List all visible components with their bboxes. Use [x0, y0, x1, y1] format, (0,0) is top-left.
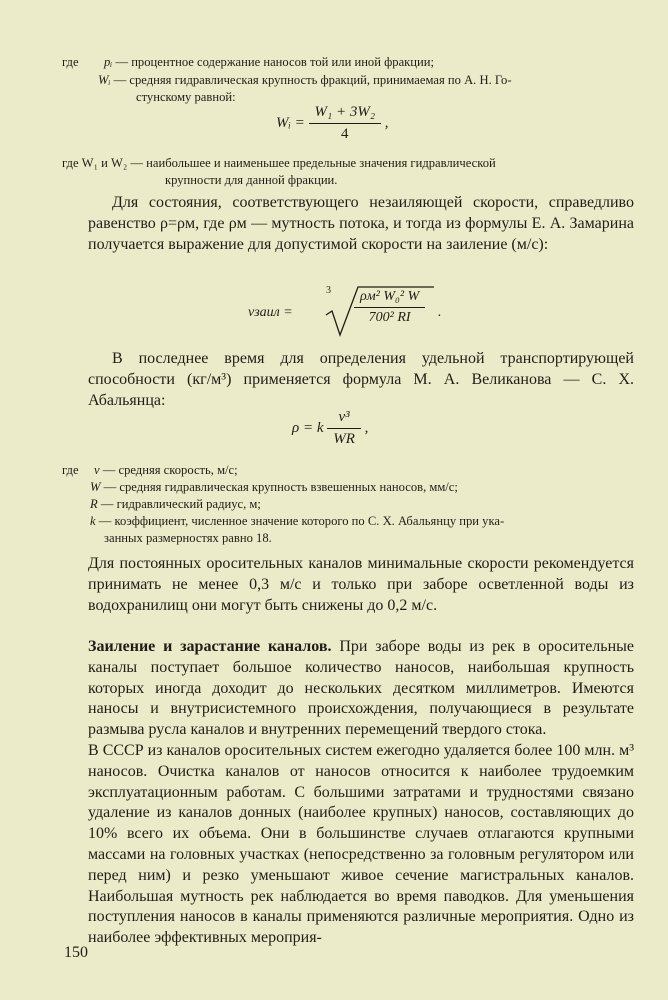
sym-v: v	[94, 463, 100, 477]
formula-wi-tail: ,	[384, 114, 389, 131]
def-k-text-cont: занных размерностях равно 18.	[104, 531, 272, 545]
paragraph-siltation	[88, 637, 634, 741]
sym-W: W	[90, 480, 101, 494]
formula-wi-numerator: W₁ + 3W₂	[309, 104, 382, 124]
def-R-text: — гидравлический радиус, м;	[100, 497, 261, 511]
where-label-1: где	[62, 55, 79, 69]
def-W-text: — средняя гидравлическая крупность взвешенных наносов, мм/с;	[103, 480, 458, 494]
def-w-text: — средняя гидравлическая крупность фракций, принимаемая по А. Н. Го-	[113, 73, 512, 87]
def-w	[98, 72, 644, 89]
def-R	[90, 496, 261, 513]
formula-rho-lhs: ρ = k	[292, 419, 324, 436]
formula-vzail	[248, 283, 448, 343]
paragraph-ussr: В СССР из каналов оросительных систем ежегодно удаляется более 100 млн. м³ наносов. Очистка каналов от наносов относится к наиболее трудоемким эксплуатационным работам. С большими затратами и трудностями связано удаление из каналов донных (наиболее крупных) наносов, составляющих до 10% всего их объема. Они в большинстве случаев отлагаются крупными массами на головных участках (непосредственно за головным регулятором или перед ним) и резко уменьшают живое сечение магистральных каналов. Наибольшая мутность рек наблюдается во время паводков. Для уменьшения поступления наносов в каналы применяются различные мероприятия. Одно из наиболее эффективных мероприя-	[88, 742, 634, 947]
formula-rho-numerator: v³	[327, 409, 361, 429]
formula-vzail-fraction	[354, 289, 425, 326]
formula-rho-fraction	[327, 409, 361, 448]
def-w-text-cont: стунскому равной:	[136, 90, 236, 104]
formula-vzail-lhs: vзаил =	[248, 305, 293, 320]
formula-vzail-numerator: ρм² W₀² W	[354, 289, 425, 308]
paragraph-min-speed: Для постоянных оросительных каналов минимальные скорости рекомендуется принимать не менее 0,3 м/с и только при заборе осветленной воды из водохранилищ они могут быть снижены до 0,2 м/с.	[88, 555, 634, 614]
formula-rho-denominator: WR	[333, 431, 355, 447]
formula-rho	[292, 409, 368, 448]
def-k-text: — коэффициент, численное значение которого по С. Х. Абальянцу при ука-	[98, 514, 505, 528]
root-index: 3	[326, 285, 331, 296]
section-heading-siltation: Заиление и зарастание каналов.	[88, 638, 332, 655]
sym-p: pᵢ	[104, 55, 113, 69]
def-p-text: — процентное содержание наносов той или иной фракции;	[115, 55, 434, 69]
def-v	[94, 462, 238, 479]
sym-k: k	[90, 514, 96, 528]
def-w1-w2: где W₁ и W₂ — наибольшее и наименьшее предельные значения гидравлической	[62, 156, 496, 170]
formula-wi-denominator: 4	[341, 126, 349, 142]
formula-wi-lhs: Wᵢ =	[276, 114, 305, 131]
paragraph-velikanov: В последнее время для определения удельной транспортирующей способности (кг/м³) применяется формула М. А. Великанова — С. Х. Абальянца:	[88, 350, 634, 409]
def-W	[90, 479, 640, 496]
paragraph-siltation-text: При заборе воды из рек в оросительные каналы поступает большое количество наносов, наибольшая крупность которых иногда доходит до нескольких десятком миллиметров. Имеются наносы и внутрисистемного происхождения, получающиеся в результате размыва русла каналов и внутренних перемещений твердого стока.	[88, 638, 635, 739]
sym-w: Wᵢ	[98, 73, 111, 87]
formula-rho-tail: ,	[364, 419, 369, 436]
def-v-text: — средняя скорость, м/с;	[102, 463, 238, 477]
sym-R: R	[90, 497, 98, 511]
formula-wi	[276, 104, 389, 143]
where-label-3: где	[62, 463, 79, 477]
page-number: 150	[64, 944, 88, 961]
def-w1-w2-cont: крупности для данной фракции.	[165, 173, 338, 187]
def-k	[90, 513, 640, 530]
def-p	[104, 54, 644, 71]
paragraph-zamarin: Для состояния, соответствующего незаиляющей скорости, справедливо равенство ρ=ρм, где ρм — мутность потока, и тогда из формулы Е. А. Замарина получается выражение для допустимой скорости на заиление (м/с):	[88, 194, 634, 253]
formula-wi-fraction	[309, 104, 382, 143]
formula-vzail-tail: .	[438, 305, 442, 320]
formula-vzail-denominator: 700² RI	[368, 310, 411, 325]
